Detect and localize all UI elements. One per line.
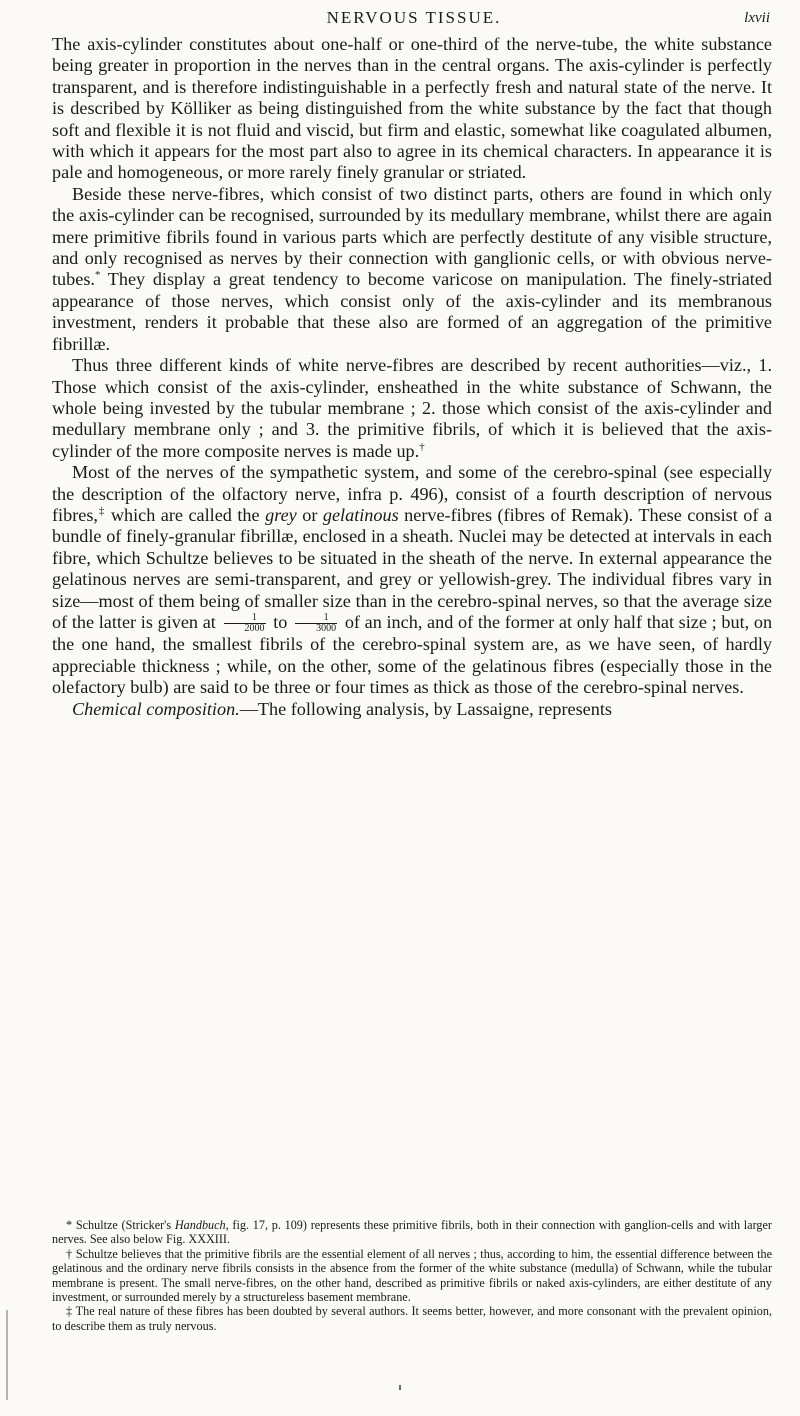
footnote: [52, 1304, 772, 1333]
paragraph-axis-cylinder: [52, 34, 772, 184]
paragraph-chemical-composition: [52, 699, 772, 720]
paragraph-text: nerve-fibres (fibres of Remak). These consist of a bundle of finely-granular fibrillæ, enclosed in a sheath. Nuclei may be detected at intervals in each fibre, which Schultze believes to be situated in the sheath of the nerve. In external appearance the gelatinous nerves are semi-transparent, and grey or yellowish-grey. The individual fibres vary in size—most of them being of smaller size than in the cerebro-spinal nerves, so that the average size of the latter is given at: [52, 504, 773, 632]
paragraph-text: to: [273, 611, 288, 632]
paragraph-text: —The following analysis, by Lassaigne, represents: [239, 698, 612, 719]
footnote-marker[interactable]: †: [419, 440, 425, 453]
footnote-text: Schultze (Stricker's: [72, 1218, 175, 1232]
footnote: [52, 1218, 772, 1247]
footnote-marker[interactable]: ‡: [97, 504, 106, 517]
paragraph-text: They display a great tendency to become varicose on manipulation. The finely-striated appearance of those nerves, which consist only of the axis-cylinder and its membranous investment, renders it probable that these also are formed of an aggregation of the primitive fibrillæ.: [52, 269, 772, 354]
fraction: [224, 613, 266, 634]
running-head: [58, 8, 770, 34]
footnote-mark: *: [66, 1218, 73, 1232]
paragraph-text: Beside these nerve-fibres, which consist of two distinct parts, others are found in which only the axis-cylinder can be recognised, surrounded by its medullary membrane, whilst there are again mere primitive fibrils found in various parts which are perfectly destitute of any visible structure, and only recognised as nerves by their connection with ganglionic cells, or with obvious nerve-tubes.: [52, 183, 772, 290]
footnote-text: , fig. 17, p. 109) represents these primitive fibrils, both in their connection with ganglion-cells and with larger nerves. See also below Fig. XXXIII.: [52, 1218, 772, 1247]
footnote-mark: †: [66, 1246, 73, 1261]
footnote-text: Schultze believes that the primitive fibrils are the essential element of all nerves ; thus, according to him, the essential difference between the gelatinous and the ordinary nerve fibrils consists in the absence from the former of the white substance (medulla) of Schwann, while the tubular membrane is present. The small nerve-fibres, on the other hand, described as primitive fibrils or naked axis-cylinders, are either destitute of any investment, or surrounded merely by a structureless basement membrane.: [52, 1246, 773, 1305]
binding-edge-mark: [6, 1310, 8, 1400]
running-title: NERVOUS TISSUE.: [326, 8, 502, 27]
footnote-marker[interactable]: *: [94, 269, 101, 282]
footnote: [52, 1247, 772, 1305]
paragraph-grey-fibres: [52, 462, 772, 698]
paragraph-text: The axis-cylinder constitutes about one-half or one-third of the nerve-tube, the white substance being greater in proportion in the nerves than in the central organs. The axis-cylinder is perfectly transparent, and is therefore indistinguishable in a perfectly fresh and natural state of the nerve. It is described by Kölliker as being distinguished from the white substance by the fact that though soft and flexible it is not fluid and viscid, but firm and elastic, somewhat like coagulated albumen, with which it appears for the most part also to agree in its chemical characters. In appearance it is pale and homogeneous, or more rarely finely granular or striated.: [52, 34, 772, 183]
paragraph-text: which are called the: [105, 504, 266, 525]
italic-term: gelatinous: [322, 504, 399, 525]
footnotes: [52, 1218, 772, 1333]
page-number: lxvii: [744, 10, 770, 26]
footnote-mark: ‡: [66, 1304, 73, 1319]
paragraph-other-nerve-fibres: [52, 184, 772, 355]
body-text: [52, 34, 772, 720]
footnote-text: The real nature of these fibres has been doubted by several authors. It seems better, however, and more consonant with the prevalent opinion, to describe them as truly nervous.: [52, 1304, 773, 1333]
section-heading: Chemical composition.: [72, 698, 240, 719]
italic-term: grey: [265, 504, 297, 525]
fraction-denominator: 2000: [244, 623, 265, 635]
paragraph-three-kinds: [52, 355, 772, 462]
print-speck: [399, 1385, 401, 1390]
italic-term: Handbuch: [174, 1218, 226, 1232]
paragraph-text: of an inch, and of the former at only half that size ; but, on the one hand, the smallest fibrils of the cerebro-spinal system are, as we have seen, of hardly appreciable thickness ; while, on the other, some of the gelatinous fibres (especially those in the olefactory bulb) are said to be three or four times as thick as those of the cerebro-spinal nerves.: [52, 611, 773, 698]
paragraph-text: Most of the nerves of the sympathetic system, and some of the cerebro-spinal (see especially the description of the olfactory nerve, infra p. 496), consist of a fourth description of nervous fibres,: [52, 462, 772, 525]
fraction-denominator: 3000: [316, 623, 337, 635]
fraction: [295, 613, 337, 634]
fraction-numerator: 1: [224, 613, 266, 624]
paragraph-text: or: [296, 504, 323, 525]
fraction-numerator: 1: [295, 613, 337, 624]
paragraph-text: Thus three different kinds of white nerve-fibres are described by recent authorities—viz., 1. Those which consist of the axis-cylinder, ensheathed in the white substance of Schwann, the whole being invested by the tubular membrane ; 2. those which consist of the axis-cylinder and medullary membrane only ; and 3. the primitive fibrils, of which it is believed that the axis-cylinder of the more composite nerves is made up.: [52, 355, 772, 461]
